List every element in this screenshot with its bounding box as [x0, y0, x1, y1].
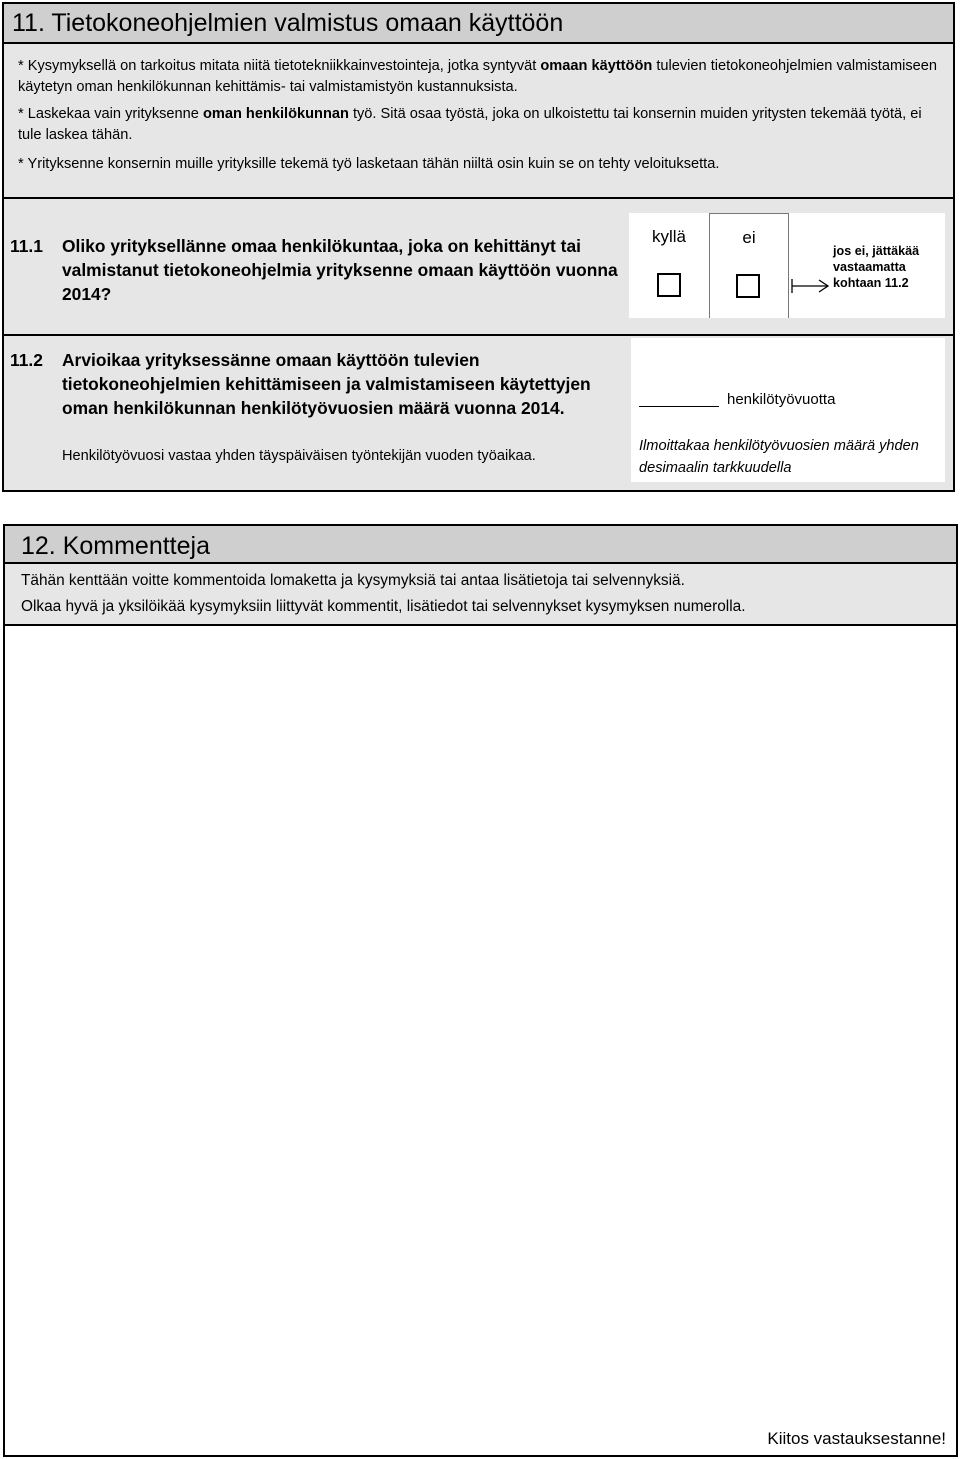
section-title: 11. Tietokoneohjelmien valmistus omaan käyttöön: [12, 9, 564, 37]
yes-checkbox[interactable]: [657, 273, 681, 297]
comment-field[interactable]: [5, 626, 956, 1455]
arrow-right-icon: [791, 273, 831, 299]
yes-label: kyllä: [651, 227, 686, 246]
question-number: 11.1: [10, 236, 43, 256]
note-text: * Kysymyksellä on tarkoitus mitata niitä tietotekniikkainvestointeja, jotka syntyvät: [18, 58, 541, 74]
fte-input-line[interactable]: [639, 406, 719, 407]
section-12: [3, 524, 958, 1457]
fte-instruction: Ilmoittakaa henkilötyövuosien määrä yhden desimaalin tarkkuudella: [639, 438, 919, 476]
instruction-notes: [4, 44, 953, 199]
question-text: Oliko yrityksellänne omaa henkilökuntaa, joka on kehittänyt tai valmistanut tietokoneohjelmia yrityksenne omaan käyttöön vuonna 2014?: [62, 236, 618, 304]
note-1: [18, 56, 948, 98]
no-checkbox[interactable]: [736, 274, 760, 298]
yes-option: [629, 213, 709, 318]
thanks-text: Kiitos vastauksestanne!: [767, 1429, 946, 1448]
note-text: * Laskekaa vain yrityksenne: [18, 106, 203, 122]
comment-instruction-1: Tähän kenttään voitte kommentoida lomaketta ja kysymyksiä tai antaa lisätietoja tai selvennyksiä.: [21, 572, 685, 589]
section-11: [2, 2, 955, 492]
fte-answer-area: [631, 338, 945, 482]
no-label: ei: [742, 228, 756, 247]
note-2: [18, 104, 938, 146]
question-11-2: [4, 334, 953, 492]
question-hint: Henkilötyövuosi vastaa yhden täyspäiväisen työntekijän vuoden työaikaa.: [62, 448, 536, 464]
section-title: 12. Kommentteja: [21, 532, 210, 560]
skip-instruction: jos ei, jättäkää vastaamatta kohtaan 11.2: [833, 244, 920, 290]
note-emphasis: oman henkilökunnan: [202, 106, 349, 122]
yes-no-answer-area: [629, 213, 945, 318]
note-3: [18, 154, 938, 175]
note-text: työ. Sitä osaa työstä, joka on ulkoistettu tai konsernin muiden yritysten tekemää työtä, ei tule laskea tähän.: [18, 106, 922, 143]
comment-instruction-2: Olkaa hyvä ja yksilöikää kysymyksiin liittyvät kommentit, lisätiedot tai selvennykset kysymyksen numerolla.: [21, 598, 746, 615]
question-11-1: [4, 199, 953, 333]
section-12-header: [5, 526, 956, 626]
fte-unit-label: henkilötyövuotta: [727, 391, 836, 408]
question-text: Arvioikaa yrityksessänne omaan käyttöön tulevien tietokoneohjelmien kehittämiseen ja valmistamiseen käytettyjen oman henkilökunnan henkilötyövuosien määrä vuonna 2014.: [62, 350, 591, 418]
section-title-bar: [5, 526, 956, 564]
no-option: [709, 213, 789, 318]
note-text: tulevien tietokoneohjelmien valmistamiseen käytetyn oman henkilökunnan kehittämis- tai valmistamistyön kustannuksista.: [18, 58, 938, 95]
note-emphasis: omaan käyttöön: [540, 58, 653, 74]
section-title-bar: [4, 4, 953, 44]
note-text: * Yrityksenne konsernin muille yrityksille tekemä työ lasketaan tähän niiltä osin kuin se on tehty veloituksetta.: [18, 156, 720, 172]
question-number: 11.2: [10, 350, 43, 370]
